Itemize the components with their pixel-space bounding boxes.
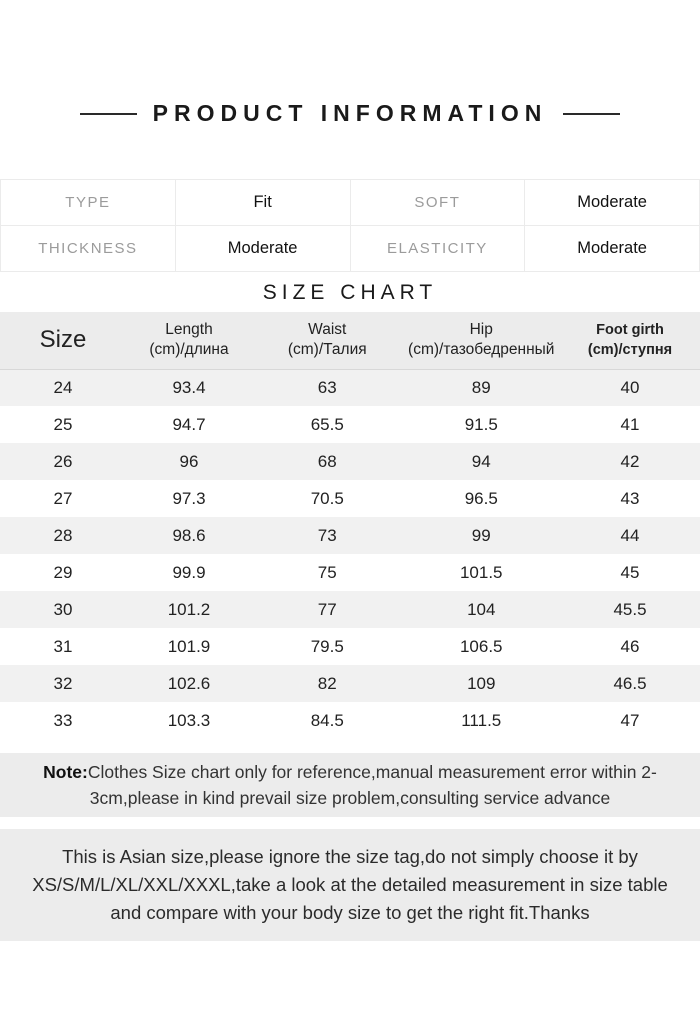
- cell-hip: 96.5: [464, 488, 498, 508]
- cell-foot-girth: 45: [620, 562, 640, 582]
- cell-foot-girth: 43: [620, 488, 640, 508]
- cell-hip: 111.5: [461, 710, 502, 730]
- column-header-line1: Hip: [469, 321, 493, 339]
- cell-length: 101.2: [167, 599, 211, 619]
- title-left-rule: [80, 113, 137, 115]
- cell-size: 27: [53, 488, 73, 508]
- cell-length: 99.9: [172, 562, 206, 582]
- column-header-line2: (cm)/тазобедренный: [408, 341, 555, 359]
- cell-length: 98.6: [172, 525, 206, 545]
- column-header-line1: Foot girth: [596, 322, 664, 339]
- cell-size: 32: [53, 673, 73, 693]
- table-row: [0, 369, 700, 406]
- cell-foot-girth: 41: [620, 414, 640, 434]
- cell-waist: 70.5: [310, 488, 344, 508]
- attr-value-soft: Moderate: [525, 180, 700, 226]
- cell-waist: 75: [317, 562, 337, 582]
- table-row: [0, 591, 700, 628]
- cell-size: 25: [53, 414, 73, 434]
- cell-size: 31: [53, 636, 73, 656]
- cell-foot-girth: 42: [620, 451, 640, 471]
- product-information-header: [0, 100, 700, 127]
- column-header-size: Size: [0, 312, 126, 369]
- cell-foot-girth: 40: [620, 377, 640, 397]
- table-row: [0, 628, 700, 665]
- cell-length: 101.9: [167, 636, 211, 656]
- column-header-hip: [403, 312, 561, 369]
- table-row: [0, 443, 700, 480]
- size-chart-table: [0, 312, 700, 739]
- table-row: [0, 480, 700, 517]
- cell-foot-girth: 47: [620, 710, 640, 730]
- size-chart-body: [0, 369, 700, 739]
- table-row: [0, 554, 700, 591]
- column-header-foot-girth: [560, 312, 700, 369]
- cell-hip: 91.5: [464, 414, 498, 434]
- attr-value-thickness: Moderate: [175, 226, 350, 272]
- cell-hip: 101.5: [459, 562, 503, 582]
- cell-size: 24: [53, 377, 73, 397]
- measurement-note: [0, 753, 700, 817]
- column-header-length: [126, 312, 252, 369]
- attr-label-thickness: THICKNESS: [1, 226, 176, 272]
- cell-waist: 68: [317, 451, 337, 471]
- cell-waist: 82: [317, 673, 337, 693]
- title-right-rule: [563, 113, 620, 115]
- cell-size: 28: [53, 525, 73, 545]
- note-prefix: Note:: [43, 762, 88, 782]
- cell-size: 33: [53, 710, 73, 730]
- table-row: [0, 517, 700, 554]
- column-header-line1: Length: [165, 321, 213, 339]
- table-row: [0, 406, 700, 443]
- cell-waist: 84.5: [310, 710, 344, 730]
- cell-hip: 104: [467, 599, 496, 619]
- table-row: [1, 226, 700, 272]
- column-header-line2: (cm)/ступня: [587, 342, 673, 359]
- cell-length: 97.3: [172, 488, 206, 508]
- cell-length: 103.3: [167, 710, 211, 730]
- attr-value-elasticity: Moderate: [525, 226, 700, 272]
- cell-waist: 63: [317, 377, 337, 397]
- asian-size-note: This is Asian size,please ignore the size tag,do not simply choose it by XS/S/M/L/XL/XXL/XXXL,take a look at the detailed measurement in size table and compare with your body size to get the right fit.Thanks: [0, 829, 700, 941]
- cell-hip: 94: [471, 451, 491, 471]
- column-header-waist: [252, 312, 403, 369]
- cell-size: 26: [53, 451, 73, 471]
- attr-label-elasticity: ELASTICITY: [350, 226, 525, 272]
- attr-label-soft: SOFT: [350, 180, 525, 226]
- table-row: [0, 665, 700, 702]
- size-chart-header-row: [0, 312, 700, 369]
- cell-size: 30: [53, 599, 73, 619]
- attr-label-type: TYPE: [1, 180, 176, 226]
- note-text: Clothes Size chart only for reference,manual measurement error within 2-3cm,please in kind prevail size problem,consulting service advance: [87, 762, 657, 808]
- product-attributes-table: [0, 179, 700, 272]
- cell-waist: 77: [317, 599, 337, 619]
- cell-waist: 65.5: [310, 414, 344, 434]
- cell-hip: 99: [471, 525, 491, 545]
- column-header-line2: (cm)/длина: [149, 341, 229, 359]
- cell-length: 96: [179, 451, 199, 471]
- cell-waist: 73: [317, 525, 337, 545]
- cell-size: 29: [53, 562, 73, 582]
- page-title: PRODUCT INFORMATION: [152, 100, 548, 126]
- cell-hip: 106.5: [459, 636, 503, 656]
- cell-hip: 89: [471, 377, 491, 397]
- table-row: [0, 702, 700, 739]
- cell-foot-girth: 45.5: [613, 599, 647, 619]
- cell-length: 102.6: [167, 673, 211, 693]
- size-chart-title: SIZE CHART: [262, 281, 438, 304]
- cell-length: 93.4: [172, 377, 206, 397]
- cell-length: 94.7: [172, 414, 206, 434]
- cell-foot-girth: 46.5: [613, 673, 647, 693]
- cell-waist: 79.5: [310, 636, 344, 656]
- cell-hip: 109: [467, 673, 496, 693]
- column-header-line1: Waist: [308, 321, 347, 339]
- table-row: [1, 180, 700, 226]
- cell-foot-girth: 46: [620, 636, 640, 656]
- cell-foot-girth: 44: [620, 525, 640, 545]
- attr-value-type: Fit: [175, 180, 350, 226]
- column-header-line2: (cm)/Талия: [287, 341, 367, 359]
